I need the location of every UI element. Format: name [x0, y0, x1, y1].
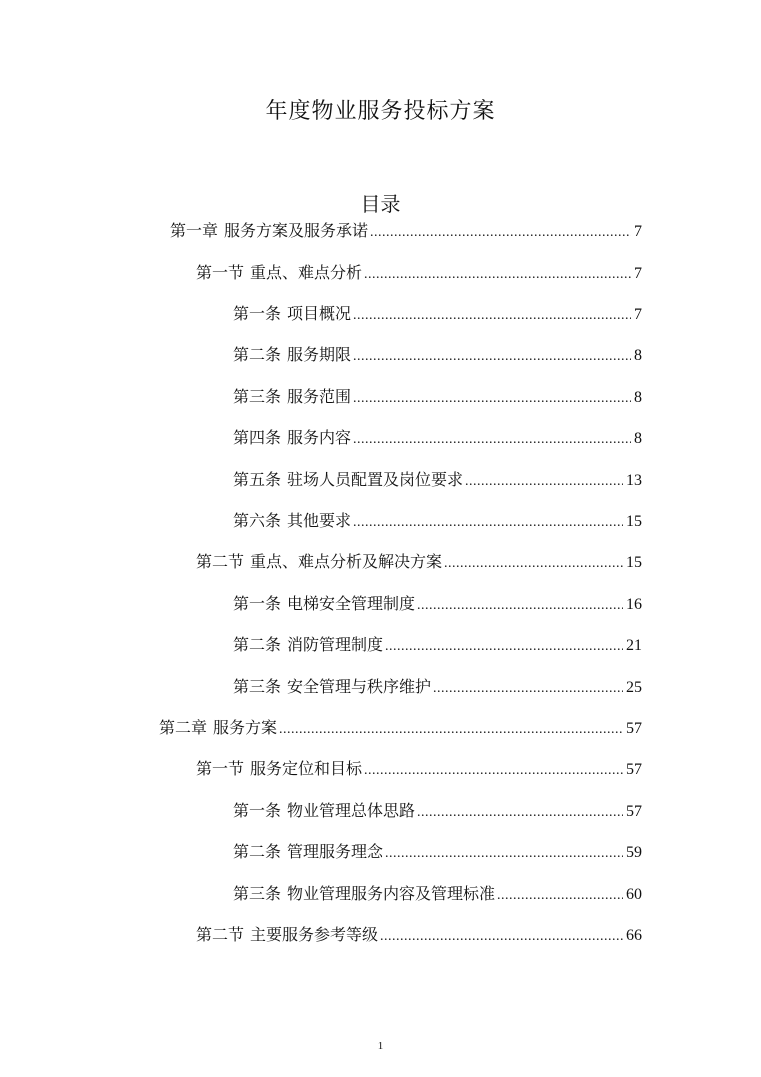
toc-page-number: 13 [626, 472, 642, 489]
toc-entry-label: 第三条 [233, 884, 282, 903]
toc-entry-text: 服务定位和目标 [250, 759, 363, 778]
toc-leader-dots [385, 635, 623, 659]
toc-entry-label: 第二条 [233, 842, 282, 861]
toc-page-number: 8 [634, 389, 642, 406]
toc-entry-text: 服务方案及服务承诺 [224, 221, 369, 240]
toc-entry-label: 第二条 [233, 635, 282, 654]
toc-leader-dots [353, 345, 631, 369]
toc-leader-dots [444, 552, 623, 576]
toc-entry-section[interactable] [0, 261, 642, 285]
toc-entry-article[interactable] [0, 675, 642, 699]
toc-entry-text: 服务内容 [287, 428, 352, 447]
toc-entry-article[interactable] [0, 799, 642, 823]
toc-entry-label: 第二条 [233, 345, 282, 364]
toc-entry-text: 主要服务参考等级 [250, 925, 379, 944]
toc-entry-article[interactable] [0, 882, 642, 906]
toc-entry-label: 第一条 [233, 594, 282, 613]
toc-page-number: 7 [634, 265, 642, 282]
toc-entry-label: 第二章 [159, 718, 208, 737]
toc-entry-text: 电梯安全管理制度 [287, 594, 416, 613]
toc-entry-text: 项目概况 [287, 304, 352, 323]
toc-entry-text: 安全管理与秩序维护 [287, 677, 432, 696]
toc-leader-dots [353, 428, 631, 452]
toc-leader-dots [370, 221, 631, 245]
toc-entry-label: 第六条 [233, 511, 282, 530]
toc-entry-chapter-1[interactable] [0, 219, 642, 243]
toc-entry-text: 重点、难点分析及解决方案 [250, 552, 443, 571]
toc-leader-dots [353, 304, 631, 328]
toc-page-number: 59 [626, 844, 642, 861]
toc-entry-label: 第二节 [196, 552, 245, 571]
toc-entry-text: 服务方案 [213, 718, 278, 737]
document-title: 年度物业服务投标方案 [265, 99, 496, 124]
toc-leader-dots [433, 677, 623, 701]
toc-entry-text: 消防管理制度 [287, 635, 384, 654]
toc-leader-dots [385, 842, 623, 866]
page-number-footer: 1 [377, 1040, 384, 1052]
toc-page-number: 8 [634, 347, 642, 364]
toc-page-number: 16 [626, 596, 642, 613]
toc-entry-text: 服务范围 [287, 387, 352, 406]
toc-leader-dots [353, 511, 623, 535]
toc-leader-dots [353, 387, 631, 411]
toc-entry-article[interactable] [0, 302, 642, 326]
toc-leader-dots [380, 925, 623, 949]
toc-entry-section[interactable] [0, 757, 642, 781]
toc-entry-label: 第三条 [233, 387, 282, 406]
toc-entry-section[interactable] [0, 550, 642, 574]
toc-entry-section[interactable] [0, 923, 642, 947]
toc-entry-article[interactable] [0, 509, 642, 533]
toc-page-number: 57 [626, 761, 642, 778]
toc-page-number: 7 [634, 306, 642, 323]
toc-leader-dots [497, 884, 623, 908]
toc-leader-dots [417, 801, 623, 825]
toc-heading: 目录 [360, 192, 401, 216]
toc-page-number: 21 [626, 637, 642, 654]
toc-entry-article[interactable] [0, 633, 642, 657]
toc-entry-label: 第三条 [233, 677, 282, 696]
toc-entry-article[interactable] [0, 343, 642, 367]
toc-page-number: 25 [626, 679, 642, 696]
toc-page-number: 57 [626, 803, 642, 820]
toc-leader-dots [279, 718, 623, 742]
toc-entry-text: 其他要求 [287, 511, 352, 530]
toc-entry-chapter-2[interactable] [0, 716, 642, 740]
toc-entry-label: 第二节 [196, 925, 245, 944]
toc-leader-dots [465, 470, 623, 494]
toc-entry-label: 第一节 [196, 263, 245, 282]
toc-page-number: 57 [626, 720, 642, 737]
toc-page-number: 66 [626, 927, 642, 944]
toc-entry-text: 服务期限 [287, 345, 352, 364]
toc-page-number: 60 [626, 886, 642, 903]
toc-entry-article[interactable] [0, 385, 642, 409]
toc-entry-text: 物业管理总体思路 [287, 801, 416, 820]
toc-entry-label: 第一条 [233, 304, 282, 323]
toc-entry-text: 物业管理服务内容及管理标准 [287, 884, 496, 903]
toc-leader-dots [417, 594, 623, 618]
toc-leader-dots [364, 263, 631, 287]
toc-entry-label: 第一章 [170, 221, 219, 240]
toc-page-number: 15 [626, 554, 642, 571]
toc-entry-text: 驻场人员配置及岗位要求 [287, 470, 464, 489]
toc-entry-text: 重点、难点分析 [250, 263, 363, 282]
toc-page-number: 15 [626, 513, 642, 530]
toc-entry-label: 第一节 [196, 759, 245, 778]
toc-entry-article[interactable] [0, 426, 642, 450]
toc-entry-label: 第四条 [233, 428, 282, 447]
toc-entry-article[interactable] [0, 592, 642, 616]
toc-entry-text: 管理服务理念 [287, 842, 384, 861]
toc-leader-dots [364, 759, 623, 783]
toc-page-number: 7 [634, 223, 642, 240]
toc-entry-label: 第一条 [233, 801, 282, 820]
toc-entry-article[interactable] [0, 468, 642, 492]
toc-entry-label: 第五条 [233, 470, 282, 489]
toc-page-number: 8 [634, 430, 642, 447]
toc-entry-article[interactable] [0, 840, 642, 864]
